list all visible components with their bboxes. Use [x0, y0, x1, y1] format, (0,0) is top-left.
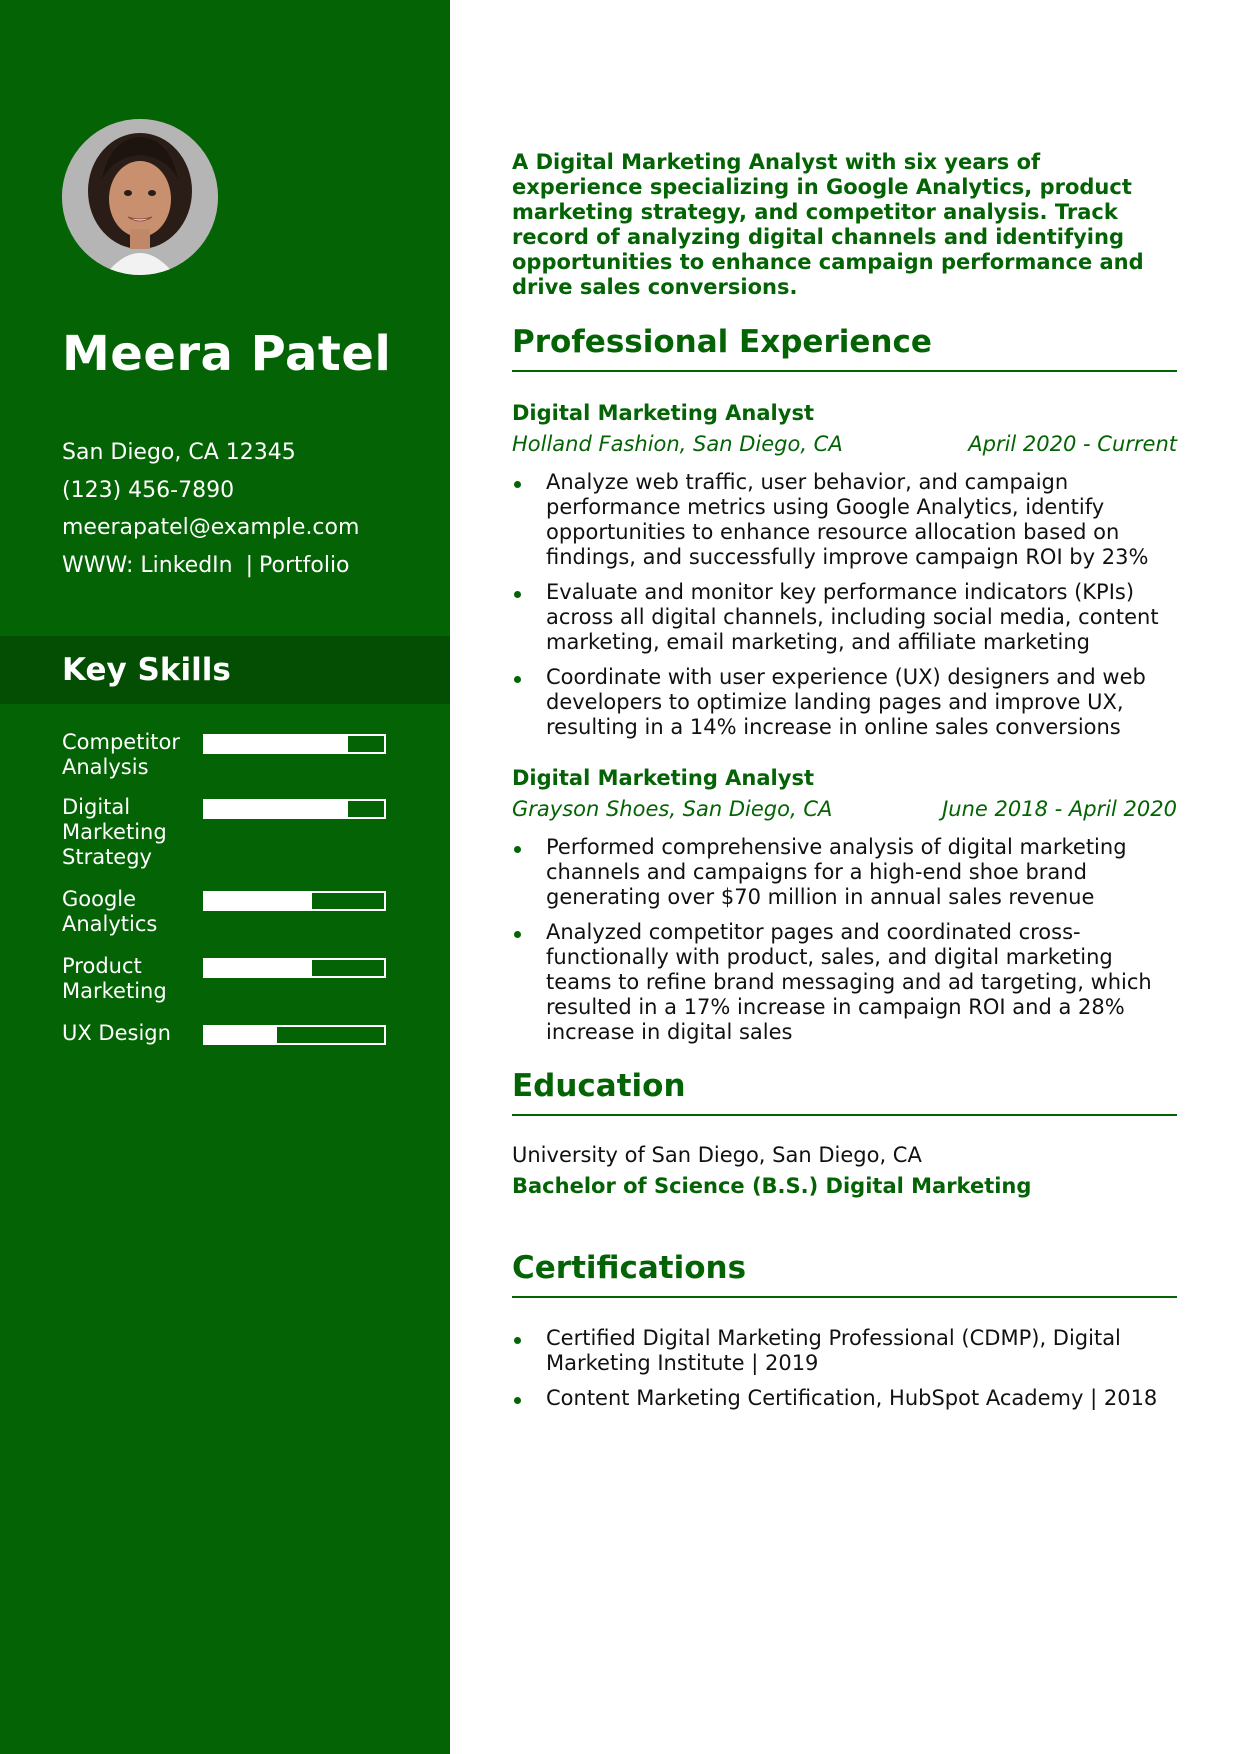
web-label: WWW:: [62, 552, 134, 578]
skill-fill: [205, 893, 312, 909]
skill-item: [62, 730, 392, 780]
job-meta: [512, 432, 1177, 456]
job-dates: June 2018 - April 2020: [942, 797, 1177, 821]
list-item: Content Marketing Certification, HubSpot Academy | 2018: [512, 1386, 1177, 1411]
skill-bar: [203, 891, 386, 911]
skill-bar: [203, 958, 386, 978]
job-title: Digital Marketing Analyst: [512, 401, 814, 425]
contact-email[interactable]: meerapatel@example.com: [62, 515, 360, 540]
skill-bar: [203, 734, 386, 754]
sidebar: [0, 0, 450, 1754]
list-item: Analyze web traffic, user behavior, and campaign performance metrics using Google Analytics, identify opportunities to enhance resource allocation based on findings, and successfully improve campaign ROI by 23%: [512, 470, 1177, 570]
list-item: Analyzed competitor pages and coordinated cross-functionally with product, sales, and digital marketing teams to refine brand messaging and ad targeting, which resulted in a 17% increase in campaign ROI and a 28% increase in digital sales: [512, 920, 1177, 1045]
job-meta: [512, 797, 1177, 821]
education-school: University of San Diego, San Diego, CA: [512, 1143, 922, 1167]
certifications-section-title: Certifications: [512, 1250, 1177, 1298]
certification-list: [512, 1326, 1177, 1421]
job-company: Holland Fashion, San Diego, CA: [512, 432, 843, 456]
contact-phone[interactable]: (123) 456-7890: [62, 477, 235, 503]
skill-bar: [203, 799, 386, 819]
job-company: Grayson Shoes, San Diego, CA: [512, 797, 833, 821]
portfolio-link[interactable]: Portfolio: [259, 552, 350, 578]
contact-web: [62, 547, 359, 585]
skill-item: [62, 887, 392, 937]
job-bullets: [512, 835, 1177, 1055]
skills-title: Key Skills: [62, 652, 231, 688]
skill-label: Google Analytics: [62, 887, 158, 936]
experience-section-title: Professional Experience: [512, 324, 1177, 372]
avatar-illustration: [62, 119, 218, 275]
skill-label: UX Design: [62, 1021, 171, 1045]
skill-bar: [203, 1025, 386, 1045]
skill-label: Competitor Analysis: [62, 730, 181, 779]
skill-item: [62, 954, 392, 1004]
skill-item: [62, 795, 392, 870]
candidate-name: Meera Patel: [62, 326, 392, 382]
list-item: Performed comprehensive analysis of digital marketing channels and campaigns for a high-end shoe brand generating over $70 million in annual sales revenue: [512, 835, 1177, 910]
skill-fill: [205, 801, 348, 817]
web-separator: |: [245, 552, 254, 578]
skill-label: Digital Marketing Strategy: [62, 795, 167, 869]
job-dates: April 2020 - Current: [968, 432, 1177, 456]
profile-photo: [62, 119, 218, 275]
skill-fill: [205, 1027, 277, 1043]
list-item: Coordinate with user experience (UX) designers and web developers to optimize landing pages and improve UX, resulting in a 14% increase in online sales conversions: [512, 665, 1177, 740]
list-item: Evaluate and monitor key performance indicators (KPIs) across all digital channels, including social media, content marketing, email marketing, and affiliate marketing: [512, 580, 1177, 655]
contact-address: San Diego, CA 12345: [62, 440, 296, 465]
skill-fill: [205, 736, 348, 752]
contact-block: [62, 434, 359, 584]
list-item: Certified Digital Marketing Professional (CDMP), Digital Marketing Institute | 2019: [512, 1326, 1177, 1376]
job-title: Digital Marketing Analyst: [512, 766, 814, 790]
skill-item: [62, 1021, 392, 1046]
education-degree: Bachelor of Science (B.S.) Digital Marketing: [512, 1174, 1032, 1198]
education-section-title: Education: [512, 1068, 1177, 1116]
linkedin-link[interactable]: LinkedIn: [140, 552, 233, 578]
professional-summary: A Digital Marketing Analyst with six years of experience specializing in Google Analytics, product marketing strategy, and competitor analysis. Track record of analyzing digital channels and identifying opportunities to enhance campaign performance and drive sales conversions.: [512, 150, 1144, 299]
skill-fill: [205, 960, 312, 976]
skill-label: Product Marketing: [62, 954, 167, 1003]
job-bullets: [512, 470, 1177, 750]
